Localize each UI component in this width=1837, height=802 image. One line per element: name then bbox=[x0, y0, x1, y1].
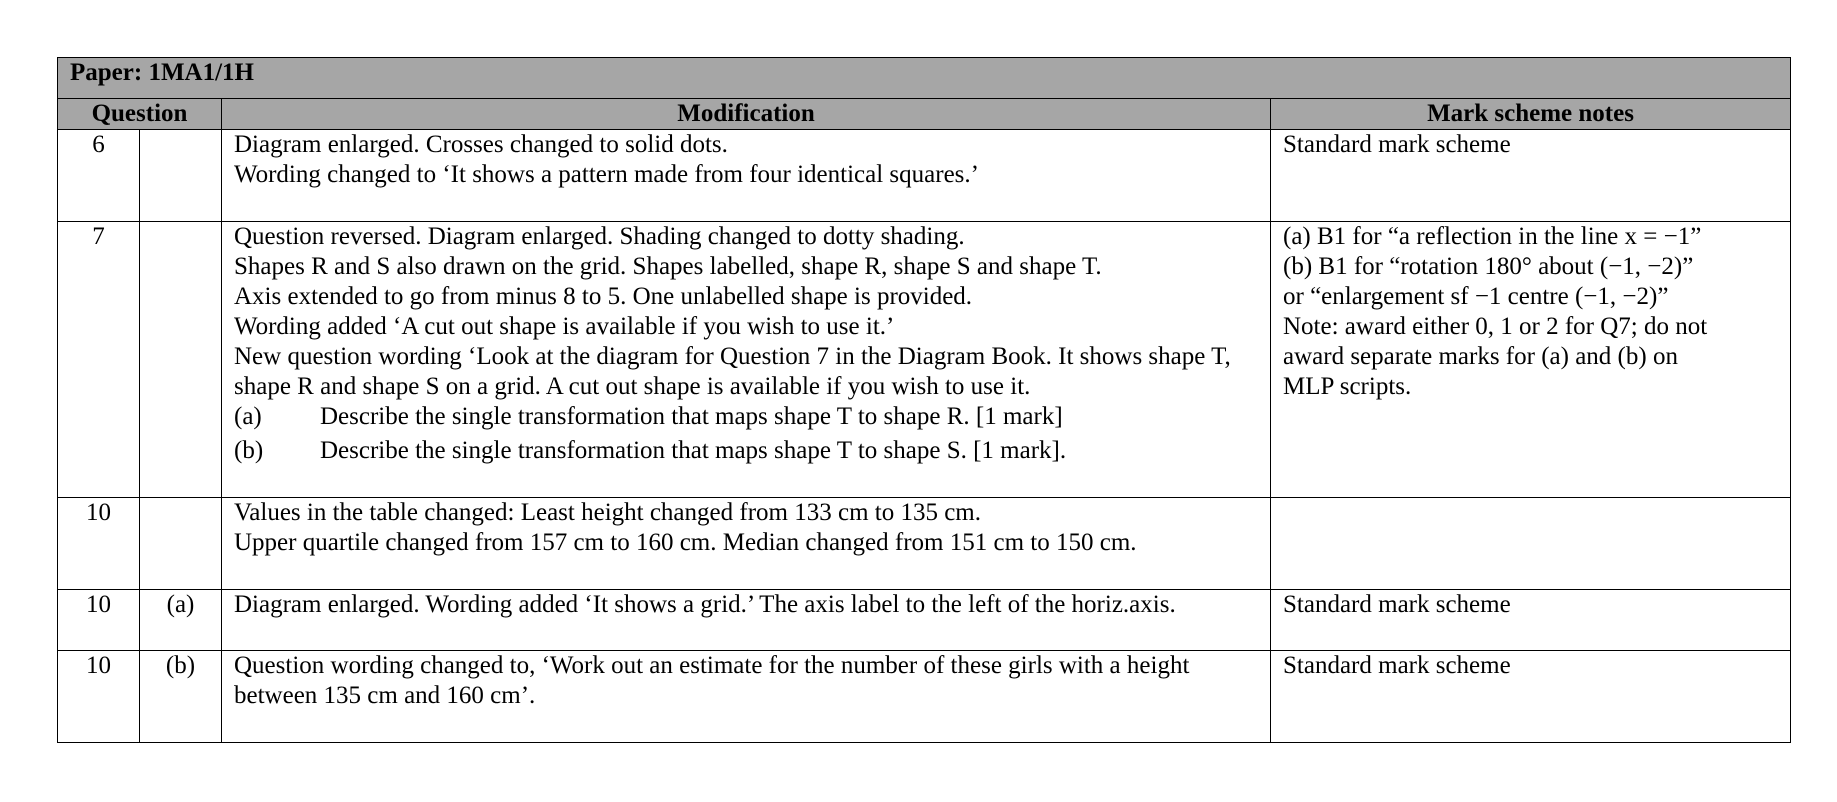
modification-line: Upper quartile changed from 157 cm to 160 cm. Median changed from 151 cm to 150 cm. bbox=[234, 529, 1137, 556]
notes-line: MLP scripts. bbox=[1283, 373, 1412, 400]
notes-line: or “enlargement sf −1 centre (−1, −2)” bbox=[1283, 283, 1669, 310]
question-number: 6 bbox=[58, 130, 140, 222]
subpart-a bbox=[234, 402, 1258, 432]
modification-cell bbox=[222, 222, 1271, 498]
subpart-label: (b) bbox=[234, 437, 264, 464]
modification-line: Wording added ‘A cut out shape is available if you wish to use it.’ bbox=[234, 313, 895, 340]
question-part bbox=[140, 222, 222, 498]
table-row bbox=[58, 498, 1791, 590]
question-number: 10 bbox=[58, 498, 140, 590]
modification-line: Axis extended to go from minus 8 to 5. One unlabelled shape is provided. bbox=[234, 283, 973, 310]
modification-line: Diagram enlarged. Wording added ‘It shows a grid.’ The axis label to the left of the horiz.axis. bbox=[234, 591, 1176, 618]
modification-line: Shapes R and S also drawn on the grid. Shapes labelled, shape R, shape S and shape T. bbox=[234, 253, 1102, 280]
question-part bbox=[140, 498, 222, 590]
question-header: Question bbox=[58, 99, 222, 130]
modification-cell bbox=[222, 590, 1271, 651]
question-number: 7 bbox=[58, 222, 140, 498]
subpart-text: Describe the single transformation that maps shape T to shape R. [1 mark] bbox=[320, 403, 1063, 430]
question-part: (b) bbox=[140, 651, 222, 743]
modification-line: Diagram enlarged. Crosses changed to solid dots. bbox=[234, 131, 728, 158]
question-part bbox=[140, 130, 222, 222]
header-row bbox=[58, 99, 1791, 130]
modification-line: Question wording changed to, ‘Work out an estimate for the number of these girls with a height bbox=[234, 652, 1190, 679]
subpart-b bbox=[234, 436, 1258, 466]
modifications-table bbox=[57, 57, 1791, 743]
notes-cell bbox=[1271, 498, 1791, 590]
modification-line: Values in the table changed: Least height changed from 133 cm to 135 cm. bbox=[234, 499, 981, 526]
question-number: 10 bbox=[58, 590, 140, 651]
table-row bbox=[58, 130, 1791, 222]
notes-line: Standard mark scheme bbox=[1283, 131, 1511, 158]
subpart-text: Describe the single transformation that maps shape T to shape S. [1 mark]. bbox=[320, 437, 1067, 464]
question-number: 10 bbox=[58, 651, 140, 743]
paper-title-row bbox=[58, 58, 1791, 99]
modification-cell bbox=[222, 498, 1271, 590]
notes-cell bbox=[1271, 590, 1791, 651]
notes-cell bbox=[1271, 222, 1791, 498]
table-row bbox=[58, 222, 1791, 498]
notes-header: Mark scheme notes bbox=[1271, 99, 1791, 130]
notes-line: Standard mark scheme bbox=[1283, 591, 1511, 618]
subpart-label: (a) bbox=[234, 403, 262, 430]
modification-line: Wording changed to ‘It shows a pattern made from four identical squares.’ bbox=[234, 161, 979, 188]
modification-header: Modification bbox=[222, 99, 1271, 130]
table-row bbox=[58, 651, 1791, 743]
notes-cell bbox=[1271, 130, 1791, 222]
notes-line: (a) B1 for “a reflection in the line x = −1” bbox=[1283, 223, 1702, 250]
modification-line: between 135 cm and 160 cm’. bbox=[234, 682, 536, 709]
paper-title: Paper: 1MA1/1H bbox=[58, 58, 1791, 99]
notes-line: Note: award either 0, 1 or 2 for Q7; do not bbox=[1283, 313, 1708, 340]
question-part: (a) bbox=[140, 590, 222, 651]
modification-line: New question wording ‘Look at the diagram for Question 7 in the Diagram Book. It shows shape T, bbox=[234, 343, 1231, 370]
modification-cell bbox=[222, 651, 1271, 743]
notes-line: award separate marks for (a) and (b) on bbox=[1283, 343, 1678, 370]
modification-cell bbox=[222, 130, 1271, 222]
notes-cell bbox=[1271, 651, 1791, 743]
modification-line: Question reversed. Diagram enlarged. Shading changed to dotty shading. bbox=[234, 223, 965, 250]
modification-line: shape R and shape S on a grid. A cut out shape is available if you wish to use it. bbox=[234, 373, 1031, 400]
table-row bbox=[58, 590, 1791, 651]
notes-line: Standard mark scheme bbox=[1283, 652, 1511, 679]
notes-line: (b) B1 for “rotation 180° about (−1, −2)” bbox=[1283, 253, 1694, 280]
